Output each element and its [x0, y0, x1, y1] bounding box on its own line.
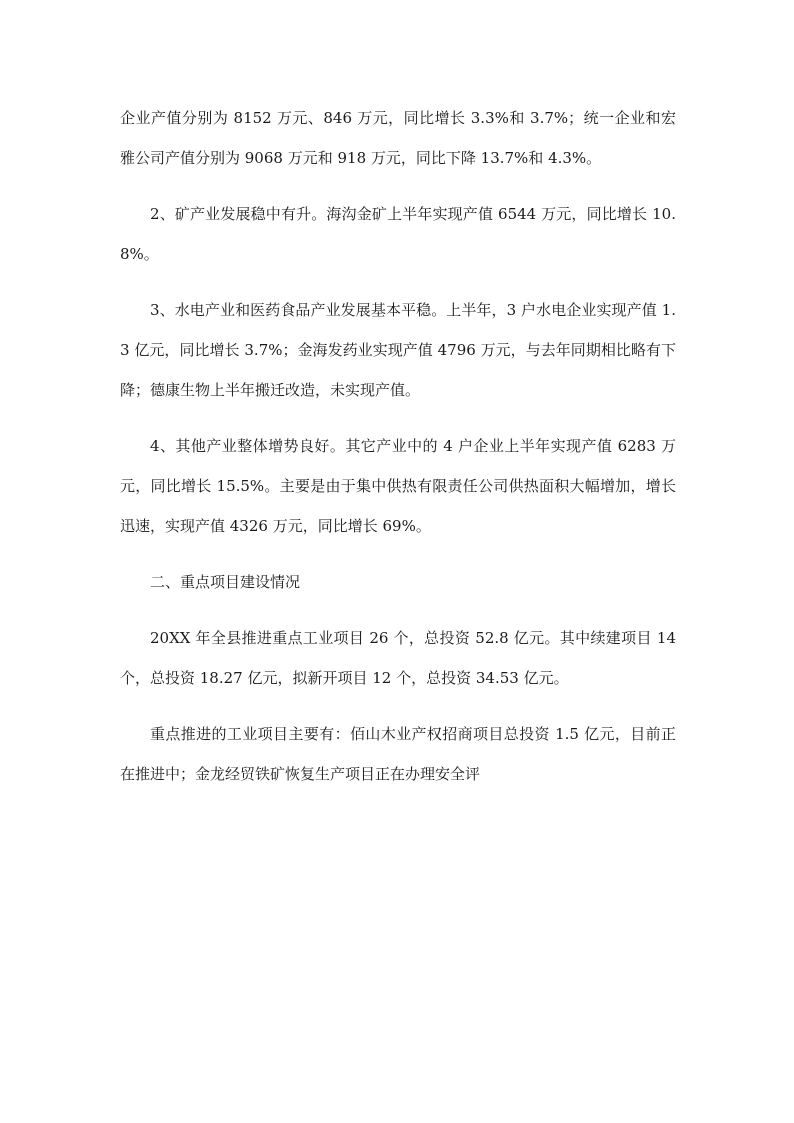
paragraph-mining-industry: 2、矿产业发展稳中有升。海沟金矿上半年实现产值 6544 万元，同比增长 10.8%。 — [120, 205, 676, 263]
paragraph-other-industries: 4、其他产业整体增势良好。其它产业中的 4 户企业上半年实现产值 6283 万元，同比增长 15.5%。主要是由于集中供热有限责任公司供热面积大幅增加，增长迅速，实现产值 4326 万元，同比增长 69%。 — [120, 437, 676, 535]
paragraph-industry-output: 企业产值分别为 8152 万元、846 万元，同比增长 3.3%和 3.7%；统一企业和宏雅公司产值分别为 9068 万元和 918 万元，同比下降 13.7%和 4.3%。 — [120, 109, 676, 167]
paragraph-hydropower-pharma: 3、水电产业和医药食品产业发展基本平稳。上半年，3 户水电企业实现产值 1.3 亿元，同比增长 3.7%；金海发药业实现产值 4796 万元，与去年同期相比略有下降；德康生物上半年搬迁改造，未实现产值。 — [120, 301, 676, 399]
paragraph-project-overview: 20XX 年全县推进重点工业项目 26 个，总投资 52.8 亿元。其中续建项目 14 个，总投资 18.27 亿元，拟新开项目 12 个，总投资 34.53 亿元。 — [120, 629, 676, 687]
paragraph-key-projects-list: 重点推进的工业项目主要有：佰山木业产权招商项目总投资 1.5 亿元，目前正在推进中；金龙经贸铁矿恢复生产项目正在办理安全评 — [120, 725, 676, 783]
document-body — [120, 98, 676, 810]
section-heading-key-projects: 二、重点项目建设情况 — [150, 573, 301, 591]
